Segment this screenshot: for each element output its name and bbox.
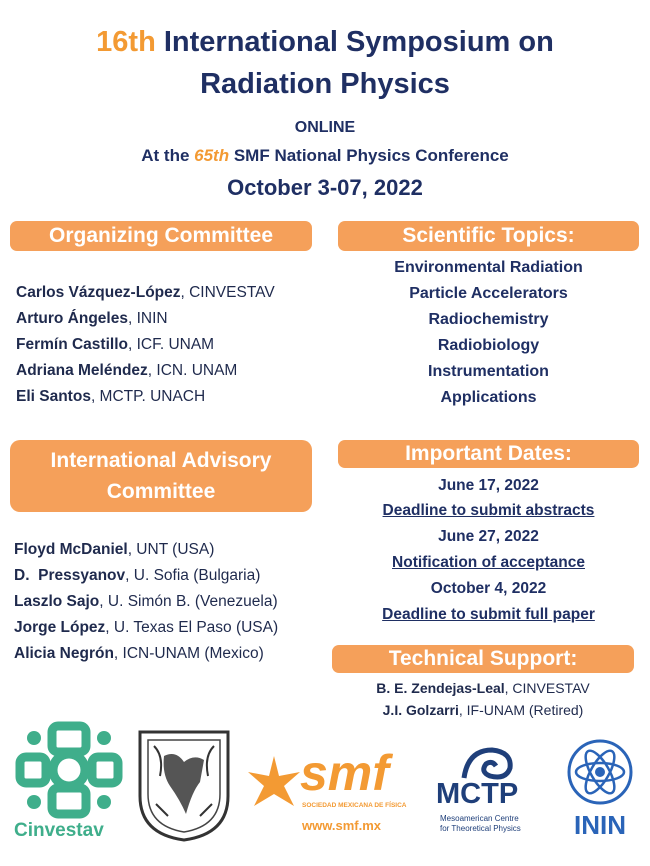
topic-item: Environmental Radiation: [394, 259, 583, 276]
mctp-wordmark: MCTP: [436, 778, 519, 810]
event-dates: October 3-07, 2022: [227, 175, 423, 200]
smf-subtitle: SOCIEDAD MEXICANA DE FÍSICA: [302, 802, 407, 809]
conf-prefix: At the: [141, 146, 195, 165]
smf-url-link[interactable]: www.smf.mx: [302, 818, 381, 833]
deadline-full-paper-link[interactable]: Deadline to submit full paper: [382, 606, 595, 623]
advisory-member: Alicia Negrón, ICN-UNAM (Mexico): [14, 645, 264, 662]
smf-wordmark: smf: [300, 745, 389, 801]
conf-suffix: National Physics Conference: [269, 146, 509, 165]
unam-seal-icon: [134, 726, 234, 844]
notification-acceptance-link[interactable]: Notification of acceptance: [392, 554, 585, 571]
advisory-heading-line1: International Advisory: [50, 449, 272, 472]
date-abstracts: June 17, 2022: [438, 477, 539, 494]
organizing-committee-heading: Organizing Committee: [10, 221, 312, 251]
advisory-member: Floyd McDaniel, UNT (USA): [14, 541, 215, 558]
advisory-member: Laszlo Sajo, U. Simón B. (Venezuela): [14, 593, 278, 610]
inin-logo: [560, 738, 640, 848]
topic-item: Instrumentation: [428, 363, 549, 380]
smf-burst-icon: [244, 754, 304, 810]
date-full-paper: October 4, 2022: [430, 580, 547, 597]
title-line-1: [0, 26, 650, 59]
scientific-topics-heading: Scientific Topics:: [338, 221, 639, 251]
organizing-member: Fermín Castillo, ICF. UNAM: [16, 336, 215, 353]
title-main: International Symposium on: [163, 26, 554, 58]
conf-smf: SMF: [229, 146, 270, 165]
technical-person: J.I. Golzarri, IF-UNAM (Retired): [382, 702, 584, 718]
organizing-member: Eli Santos, MCTP. UNACH: [16, 388, 206, 405]
topic-item: Particle Accelerators: [409, 285, 568, 302]
technical-person: B. E. Zendejas-Leal, CINVESTAV: [376, 680, 590, 696]
title-edition: 16th: [96, 26, 156, 58]
inin-wordmark: ININ: [574, 810, 626, 840]
cinvestav-wordmark: Cinvestav: [14, 820, 104, 841]
deadline-abstracts-link[interactable]: Deadline to submit abstracts: [382, 502, 595, 519]
title-line-2: Radiation Physics: [200, 68, 450, 100]
online-label: ONLINE: [294, 119, 356, 136]
organizing-member: Carlos Vázquez-López, CINVESTAV: [16, 284, 275, 301]
unam-seal: [134, 726, 234, 844]
topic-item: Radiobiology: [437, 337, 540, 354]
organizing-member: Arturo Ángeles, ININ: [16, 310, 168, 327]
topic-item: Radiochemistry: [428, 311, 549, 328]
conference-line: [0, 146, 650, 166]
mctp-subtitle-1: Mesoamerican Centre: [440, 814, 519, 823]
technical-support-heading: Technical Support:: [332, 645, 634, 673]
mctp-subtitle-2: for Theoretical Physics: [440, 824, 521, 833]
inin-atom-icon: [566, 738, 634, 806]
date-acceptance: June 27, 2022: [438, 528, 539, 545]
important-dates-heading: Important Dates:: [338, 440, 639, 468]
advisory-member: D. Pressyanov, U. Sofia (Bulgaria): [14, 567, 261, 584]
advisory-heading-line2: Committee: [106, 480, 216, 503]
cinvestav-logo: [14, 720, 124, 850]
topic-item: Applications: [440, 389, 537, 406]
cinvestav-emblem-icon: [14, 720, 124, 820]
advisory-committee-heading: [10, 440, 312, 512]
mctp-logo: [436, 744, 546, 844]
smf-logo: [244, 745, 424, 840]
conf-number: 65th: [194, 146, 230, 165]
advisory-member: Jorge López, U. Texas El Paso (USA): [14, 619, 279, 636]
organizing-member: Adriana Meléndez, ICN. UNAM: [16, 362, 238, 379]
